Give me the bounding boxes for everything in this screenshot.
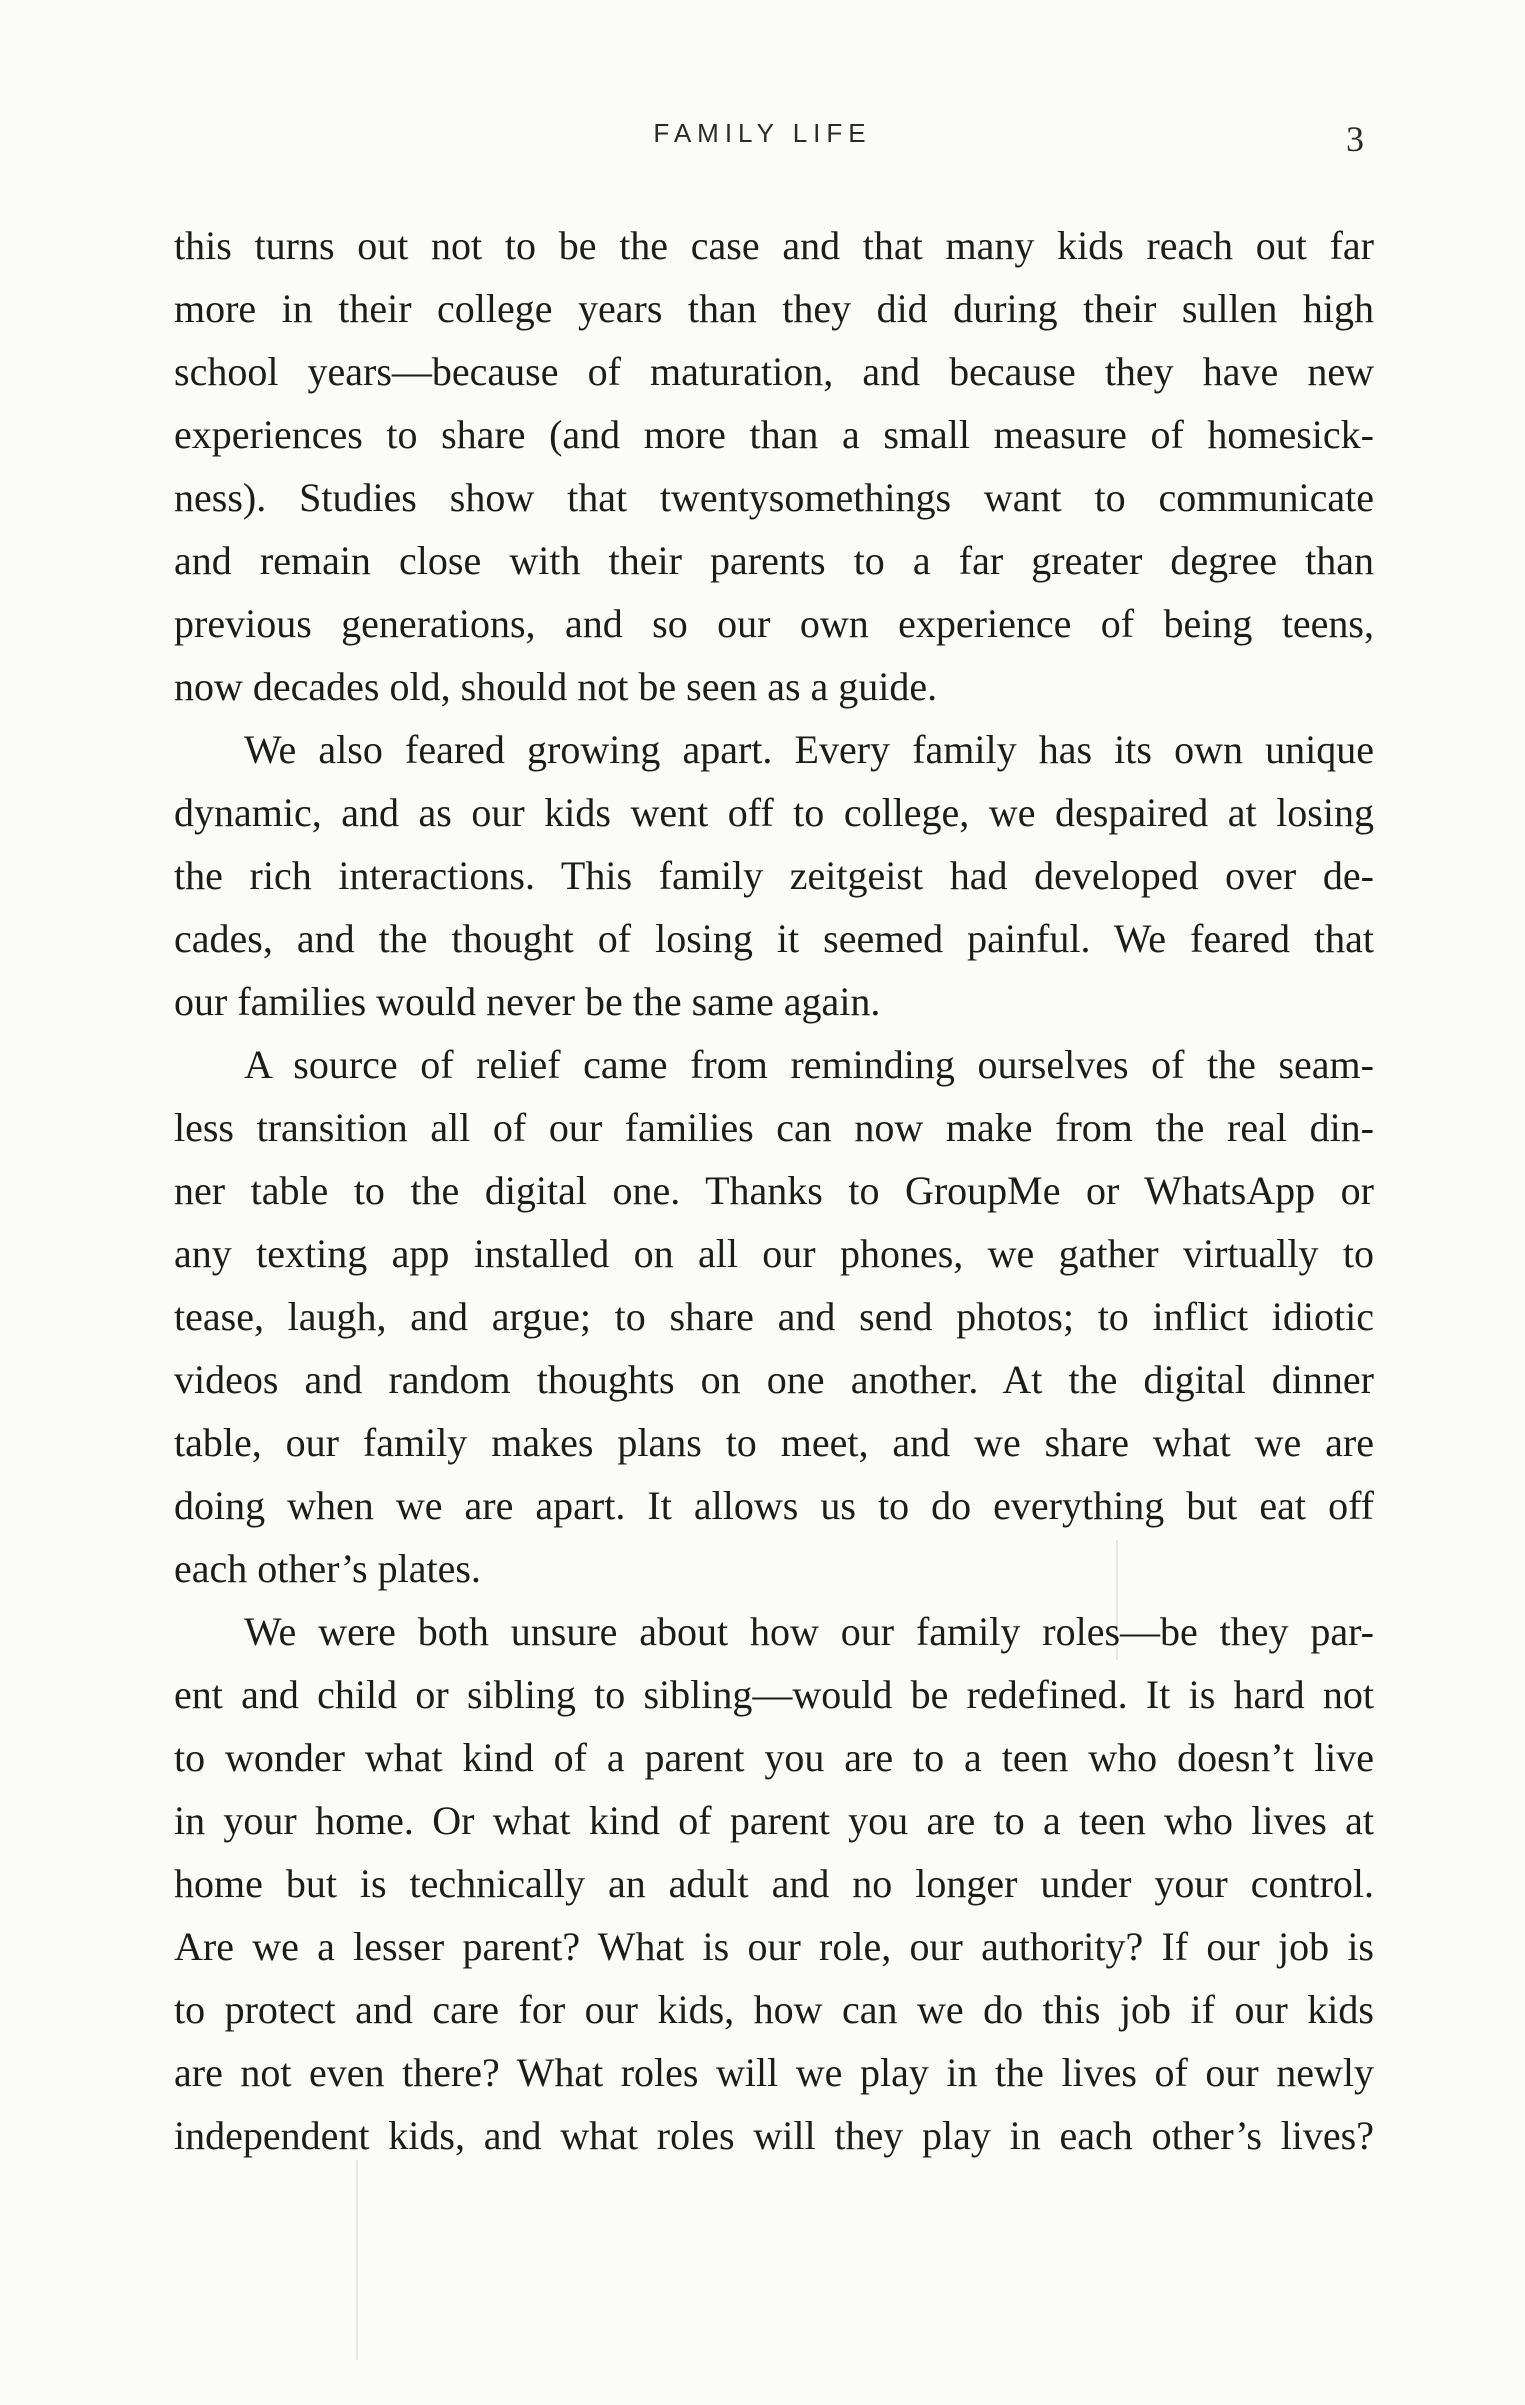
text-line: independent kids, and what roles will they play in each other’s lives? bbox=[174, 2113, 1374, 2158]
text-line: this turns out not to be the case and that many kids reach out far bbox=[174, 223, 1374, 268]
page-number: 3 bbox=[1346, 119, 1364, 159]
text-line: ent and child or sibling to sibling—would be redefined. It is hard not bbox=[174, 1672, 1374, 1717]
scan-crease-mark bbox=[356, 2160, 358, 2360]
body-text bbox=[174, 214, 1374, 2167]
text-line: videos and random thoughts on one another. At the digital dinner bbox=[174, 1357, 1374, 1402]
text-line: cades, and the thought of losing it seemed painful. We feared that bbox=[174, 916, 1374, 961]
text-line: the rich interactions. This family zeitgeist had developed over de- bbox=[174, 853, 1374, 898]
text-line: to wonder what kind of a parent you are to a teen who doesn’t live bbox=[174, 1735, 1374, 1780]
text-line: tease, laugh, and argue; to share and send photos; to inflict idiotic bbox=[174, 1294, 1374, 1339]
text-line: in your home. Or what kind of parent you are to a teen who lives at bbox=[174, 1798, 1374, 1843]
text-line: A source of relief came from reminding ourselves of the seam- bbox=[244, 1042, 1374, 1087]
text-line: Are we a lesser parent? What is our role, our authority? If our job is bbox=[174, 1924, 1374, 1969]
text-line: home but is technically an adult and no longer under your control. bbox=[174, 1861, 1374, 1906]
text-line: previous generations, and so our own experience of being teens, bbox=[174, 601, 1374, 646]
text-line: dynamic, and as our kids went off to college, we despaired at losing bbox=[174, 790, 1374, 835]
text-line: more in their college years than they did during their sullen high bbox=[174, 286, 1374, 331]
text-line: experiences to share (and more than a small measure of homesick- bbox=[174, 412, 1374, 457]
text-line: and remain close with their parents to a far greater degree than bbox=[174, 538, 1374, 583]
text-line: ness). Studies show that twentysomethings want to communicate bbox=[174, 475, 1374, 520]
text-line: are not even there? What roles will we play in the lives of our newly bbox=[174, 2050, 1374, 2095]
text-line: now decades old, should not be seen as a guide. bbox=[174, 664, 938, 709]
running-head: FAMILY LIFE bbox=[653, 118, 872, 148]
text-line: any texting app installed on all our phones, we gather virtually to bbox=[174, 1231, 1374, 1276]
text-line: to protect and care for our kids, how can we do this job if our kids bbox=[174, 1987, 1374, 2032]
text-line: We were both unsure about how our family roles—be they par- bbox=[244, 1609, 1374, 1654]
text-line: ner table to the digital one. Thanks to GroupMe or WhatsApp or bbox=[174, 1168, 1374, 1213]
text-line: We also feared growing apart. Every family has its own unique bbox=[244, 727, 1374, 772]
text-line: each other’s plates. bbox=[174, 1546, 481, 1591]
text-line: doing when we are apart. It allows us to do everything but eat off bbox=[174, 1483, 1374, 1528]
text-line: school years—because of maturation, and because they have new bbox=[174, 349, 1374, 394]
text-line: our families would never be the same again. bbox=[174, 979, 881, 1024]
text-line: table, our family makes plans to meet, and we share what we are bbox=[174, 1420, 1374, 1465]
text-line: less transition all of our families can now make from the real din- bbox=[174, 1105, 1374, 1150]
